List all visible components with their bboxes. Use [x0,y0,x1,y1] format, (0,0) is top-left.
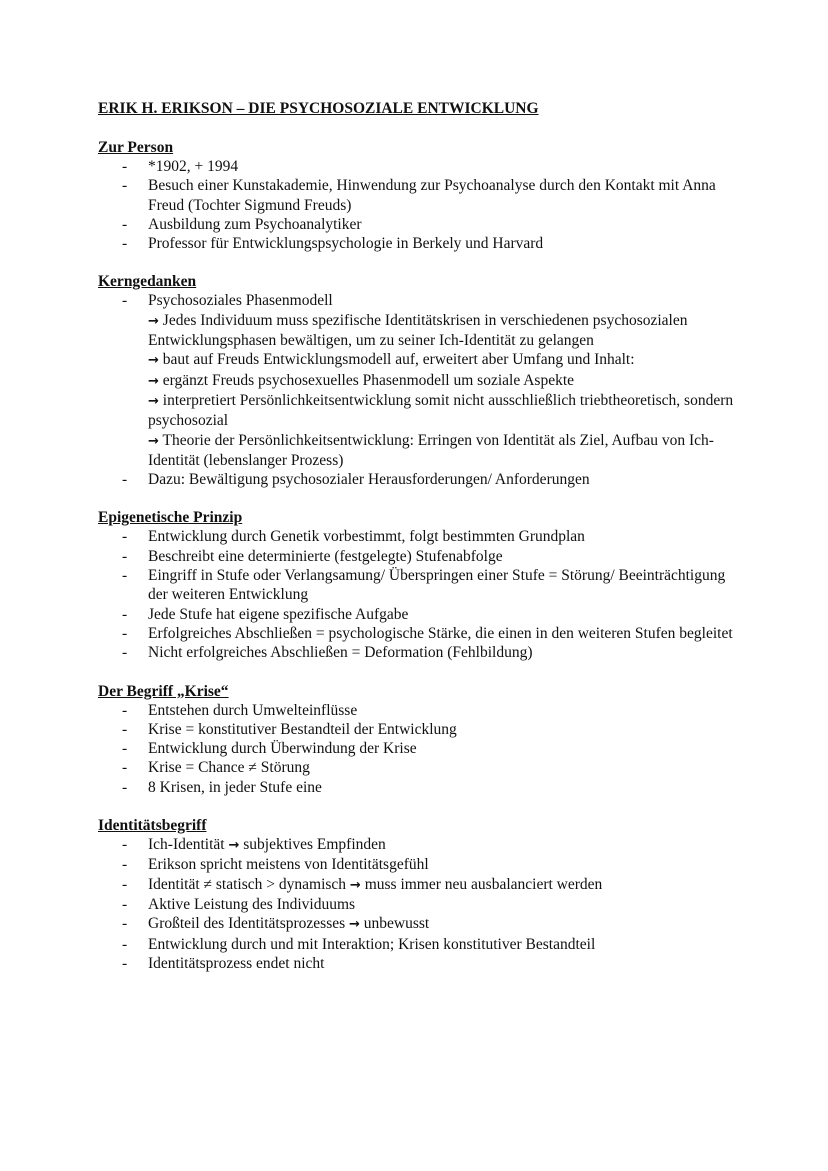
list-item [98,643,738,662]
list-item-text: Psychosoziales Phasenmodell [148,292,333,310]
sub-point [148,391,738,431]
list-item [98,855,738,874]
list-item-text: Entwicklung durch und mit Interaktion; Krisen konstitutiver Bestandteil [148,935,596,953]
list-item-text: Ich-Identität [148,836,225,854]
list-item [98,291,738,470]
arrow-right-icon: → [349,917,360,933]
list-item [98,547,738,566]
list-item [98,720,738,739]
list-item-text: Großteil des Identitätsprozesses [148,915,346,933]
list-item [98,176,738,215]
list-item-text: Erfolgreiches Abschließen = psychologische Stärke, die einen in den weiteren Stufen begleitet [148,624,733,642]
list-item [98,935,738,954]
list-item [98,835,738,855]
list-item-text: Entstehen durch Umwelteinflüsse [148,701,358,719]
list-kerngedanken [98,291,738,489]
list-item-text: Erikson spricht meistens von Identitätsgefühl [148,856,429,874]
sub-point-text: ergänzt Freuds psychosexuelles Phasenmodell um soziale Aspekte [162,371,575,389]
section-identitaetsbegriff [98,816,738,973]
list-item-text: Eingriff in Stufe oder Verlangsamung/ Überspringen einer Stufe = Störung/ Beeinträchtigung der weiteren Entwicklung [148,567,726,604]
list-item-text: Identitätsprozess endet nicht [148,954,325,972]
arrow-right-icon: → [148,353,159,369]
arrow-right-icon: → [349,877,361,893]
arrow-right-icon: → [148,393,159,409]
sub-point [148,350,738,370]
section-heading-epigenetische-prinzip: Epigenetische Prinzip [98,509,243,527]
section-zur-person [98,138,738,253]
list-item [98,234,738,253]
list-item [98,157,738,176]
list-item [98,605,738,624]
list-item [98,914,738,934]
bullet-dash: - [122,778,128,796]
bullet-dash: - [122,547,128,565]
bullet-dash: - [122,875,128,893]
section-heading-identitaetsbegriff: Identitätsbegriff [98,817,207,835]
sub-point [148,311,738,351]
list-zur-person [98,157,738,253]
bullet-dash: - [122,759,128,777]
list-item [98,470,738,489]
sub-point-text: interpretiert Persönlichkeitsentwicklung somit nicht ausschließlich triebtheoretisch, sondern psychosozial [148,391,734,430]
list-item [98,624,738,643]
sub-point [148,371,738,391]
list-item-text: *1902, + 1994 [148,158,239,175]
list-item [98,739,738,758]
arrow-right-icon: → [148,433,159,449]
sub-point-text: baut auf Freuds Entwicklungsmodell auf, erweitert aber Umfang und Inhalt: [162,351,635,369]
list-item-text: Krise = Chance ≠ Störung [148,759,310,777]
section-epigenetische-prinzip [98,508,738,662]
sub-point-text: Jedes Individuum muss spezifische Identitätskrisen in verschiedenen psychosozialen Entwicklungsphasen bewältigen, um zu seiner Ich-Identität zu gelangen [148,311,688,350]
bullet-dash: - [122,720,128,738]
bullet-dash: - [122,701,128,719]
list-item-text: 8 Krisen, in jeder Stufe eine [148,778,322,796]
list-item-text: Dazu: Bewältigung psychosozialer Herausforderungen/ Anforderungen [148,471,590,489]
arrow-right-icon: → [148,373,159,389]
section-heading-begriff-krise: Der Begriff „Krise“ [98,682,229,700]
list-item-text: Besuch einer Kunstakademie, Hinwendung zur Psychoanalyse durch den Kontakt mit Anna Freud (Tochter Sigmund Freuds) [148,177,716,214]
bullet-dash: - [122,215,128,233]
sub-point [148,431,738,471]
list-item [98,527,738,546]
bullet-dash: - [122,528,128,546]
list-item-text: Jede Stufe hat eigene spezifische Aufgabe [148,605,409,623]
list-item-text: Identität ≠ statisch > dynamisch [148,875,347,893]
arrow-right-icon: → [228,838,240,854]
list-item-text: Entwicklung durch Überwindung der Krise [148,740,417,758]
sub-point-text: Theorie der Persönlichkeitsentwicklung: Erringen von Identität als Ziel, Aufbau von Ich-Identität (lebenslanger Prozess) [148,431,714,469]
list-item-text: subjektives Empfinden [243,836,386,854]
list-item-text: Nicht erfolgreiches Abschließen = Deformation (Fehlbildung) [148,644,533,662]
list-item [98,215,738,234]
list-item-text: Beschreibt eine determinierte (festgelegte) Stufenabfolge [148,547,503,565]
list-item-text: Professor für Entwicklungspsychologie in Berkely und Harvard [148,235,544,253]
list-item [98,566,738,605]
document-page [98,99,738,992]
section-heading-kerngedanken: Kerngedanken [98,273,197,291]
bullet-dash: - [122,954,128,972]
bullet-dash: - [122,605,128,623]
section-begriff-krise [98,682,738,797]
bullet-dash: - [122,895,128,913]
bullet-dash: - [122,624,128,642]
list-identitaetsbegriff [98,835,738,973]
bullet-dash: - [122,567,128,585]
section-heading-zur-person: Zur Person [98,139,174,156]
list-item [98,701,738,720]
bullet-dash: - [122,471,128,489]
list-begriff-krise [98,701,738,797]
list-item [98,954,738,973]
list-item-text: Entwicklung durch Genetik vorbestimmt, folgt bestimmten Grundplan [148,528,585,546]
list-item [98,778,738,797]
list-item-text: muss immer neu ausbalanciert werden [364,875,603,893]
list-item [98,758,738,777]
document-title: ERIK H. ERIKSON – DIE PSYCHOSOZIALE ENTWICKLUNG [98,100,539,117]
bullet-dash: - [122,915,128,933]
list-item-text: Krise = konstitutiver Bestandteil der Entwicklung [148,720,457,738]
bullet-dash: - [122,644,128,662]
bullet-dash: - [122,935,128,953]
list-item-text: Ausbildung zum Psychoanalytiker [148,215,362,233]
section-kerngedanken [98,272,738,489]
list-item [98,895,738,914]
list-item [98,875,738,895]
list-item-text: unbewusst [363,915,430,933]
arrow-right-icon: → [148,313,159,329]
bullet-dash: - [122,177,128,195]
bullet-dash: - [122,856,128,874]
bullet-dash: - [122,740,128,758]
bullet-dash: - [122,836,128,854]
list-epigenetische-prinzip [98,527,738,662]
list-item-text: Aktive Leistung des Individuums [148,895,356,913]
bullet-dash: - [122,158,128,175]
bullet-dash: - [122,235,128,253]
bullet-dash: - [122,292,128,310]
